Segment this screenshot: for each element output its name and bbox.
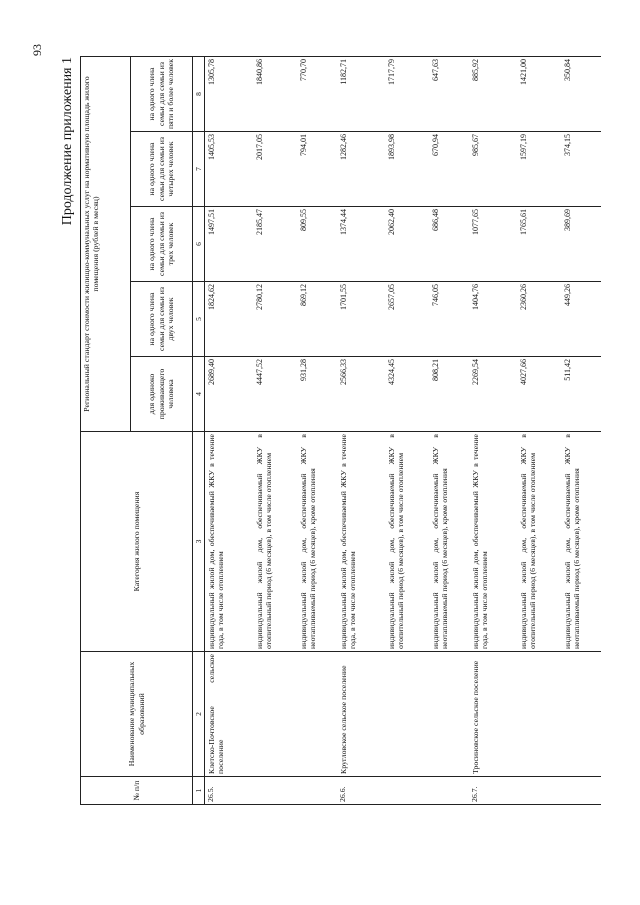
municipality-name: Клетско-Почтовское сельское поселение bbox=[205, 652, 337, 777]
standards-table bbox=[80, 56, 601, 805]
value-cell: 808,21 bbox=[423, 357, 469, 432]
column-number: 8 bbox=[193, 57, 205, 132]
value-cell: 1597,19 bbox=[511, 132, 555, 207]
value-cell: 2185,47 bbox=[247, 207, 291, 282]
header-sub-1: для одиноко проживающего человека bbox=[131, 357, 193, 432]
value-cell: 1182,71 bbox=[337, 57, 379, 132]
value-cell: 1824,62 bbox=[205, 282, 247, 357]
value-cell: 2017,05 bbox=[247, 132, 291, 207]
value-cell: 770,70 bbox=[291, 57, 337, 132]
value-cell: 1421,00 bbox=[511, 57, 555, 132]
column-number: 7 bbox=[193, 132, 205, 207]
category-text: индивидуальный жилой дом, обеспечиваемый ЖКУ в неотапливаемый период (6 месяцев), кроме отопления bbox=[291, 432, 337, 652]
value-cell: 931,28 bbox=[291, 357, 337, 432]
header-standard: Региональный стандарт стоимости жилищно-коммунальных услуг на нормативную площадь жилого помещения (рублей в месяц) bbox=[81, 57, 131, 432]
header-sub-4: на одного члена семьи для семьи из четырех человек bbox=[131, 132, 193, 207]
value-cell: 449,26 bbox=[555, 282, 601, 357]
category-text: индивидуальный жилой дом, обеспечиваемый ЖКУ в отопительный период (6 месяцев), в том числе отоплением bbox=[511, 432, 555, 652]
municipality-name: Тросиновское сельское поселение bbox=[469, 652, 601, 777]
value-cell: 869,12 bbox=[291, 282, 337, 357]
value-cell: 1765,61 bbox=[511, 207, 555, 282]
row-number: 26.5. bbox=[205, 777, 337, 805]
value-cell: 1404,76 bbox=[469, 282, 511, 357]
header-sub-2: на одного члена семьи для семьи из двух человек bbox=[131, 282, 193, 357]
continuation-title: Продолжение приложения 1 bbox=[60, 57, 75, 226]
column-number: 1 bbox=[193, 777, 205, 805]
value-cell: 2269,54 bbox=[469, 357, 511, 432]
category-text: индивидуальный жилой дом, обеспечиваемый ЖКУ в неотапливаемый период (6 месяцев), кроме отопления bbox=[555, 432, 601, 652]
header-category: Категория жилого помещения bbox=[81, 432, 193, 652]
value-cell: 746,05 bbox=[423, 282, 469, 357]
row-number: 26.7. bbox=[469, 777, 601, 805]
value-cell: 1893,98 bbox=[379, 132, 423, 207]
value-cell: 670,94 bbox=[423, 132, 469, 207]
value-cell: 2780,12 bbox=[247, 282, 291, 357]
row-number: 26.6. bbox=[337, 777, 469, 805]
value-cell: 2657,05 bbox=[379, 282, 423, 357]
value-cell: 511,42 bbox=[555, 357, 601, 432]
column-number: 2 bbox=[193, 652, 205, 777]
value-cell: 1840,86 bbox=[247, 57, 291, 132]
category-text: индивидуальный жилой дом, обеспечиваемый ЖКУ в неотапливаемый период (6 месяцев), кроме отопления bbox=[423, 432, 469, 652]
header-sub-5: на одного члена семьи для семьи из пяти и более человек bbox=[131, 57, 193, 132]
value-cell: 809,55 bbox=[291, 207, 337, 282]
value-cell: 2360,26 bbox=[511, 282, 555, 357]
category-text: индивидуальный жилой дом, обеспечиваемый ЖКУ в течение года, в том числе отоплением bbox=[469, 432, 511, 652]
value-cell: 794,01 bbox=[291, 132, 337, 207]
column-number: 5 bbox=[193, 282, 205, 357]
value-cell: 389,69 bbox=[555, 207, 601, 282]
table-row bbox=[469, 57, 511, 805]
value-cell: 374,15 bbox=[555, 132, 601, 207]
value-cell: 1374,44 bbox=[337, 207, 379, 282]
category-text: индивидуальный жилой дом, обеспечиваемый ЖКУ в отопительный период (6 месяцев), в том числе отоплением bbox=[379, 432, 423, 652]
value-cell: 1077,65 bbox=[469, 207, 511, 282]
value-cell: 4324,45 bbox=[379, 357, 423, 432]
header-sub-3: на одного члена семьи для семьи из трех человек bbox=[131, 207, 193, 282]
page-number: 93 bbox=[30, 44, 44, 56]
category-text: индивидуальный жилой дом, обеспечиваемый ЖКУ в течение года, в том числе отоплением bbox=[205, 432, 247, 652]
value-cell: 4027,66 bbox=[511, 357, 555, 432]
column-number: 4 bbox=[193, 357, 205, 432]
value-cell: 686,48 bbox=[423, 207, 469, 282]
value-cell: 885,92 bbox=[469, 57, 511, 132]
municipality-name: Кругловское сельское поселение bbox=[337, 652, 469, 777]
table-row bbox=[337, 57, 379, 805]
value-cell: 2566,33 bbox=[337, 357, 379, 432]
value-cell: 1305,78 bbox=[205, 57, 247, 132]
value-cell: 1282,46 bbox=[337, 132, 379, 207]
column-number: 3 bbox=[193, 432, 205, 652]
value-cell: 1405,53 bbox=[205, 132, 247, 207]
value-cell: 4447,52 bbox=[247, 357, 291, 432]
value-cell: 1701,55 bbox=[337, 282, 379, 357]
header-number: № п/п bbox=[81, 777, 193, 805]
header-municipality: Наименование муниципальных образований bbox=[81, 652, 193, 777]
value-cell: 2689,40 bbox=[205, 357, 247, 432]
column-number: 6 bbox=[193, 207, 205, 282]
value-cell: 1497,51 bbox=[205, 207, 247, 282]
value-cell: 1717,79 bbox=[379, 57, 423, 132]
value-cell: 350,84 bbox=[555, 57, 601, 132]
value-cell: 647,63 bbox=[423, 57, 469, 132]
table-row bbox=[205, 57, 247, 805]
category-text: индивидуальный жилой дом, обеспечиваемый ЖКУ в отопительный период (6 месяцев), в том числе отоплением bbox=[247, 432, 291, 652]
value-cell: 2062,40 bbox=[379, 207, 423, 282]
category-text: индивидуальный жилой дом, обеспечиваемый ЖКУ в течение года, в том числе отоплением bbox=[337, 432, 379, 652]
value-cell: 985,67 bbox=[469, 132, 511, 207]
